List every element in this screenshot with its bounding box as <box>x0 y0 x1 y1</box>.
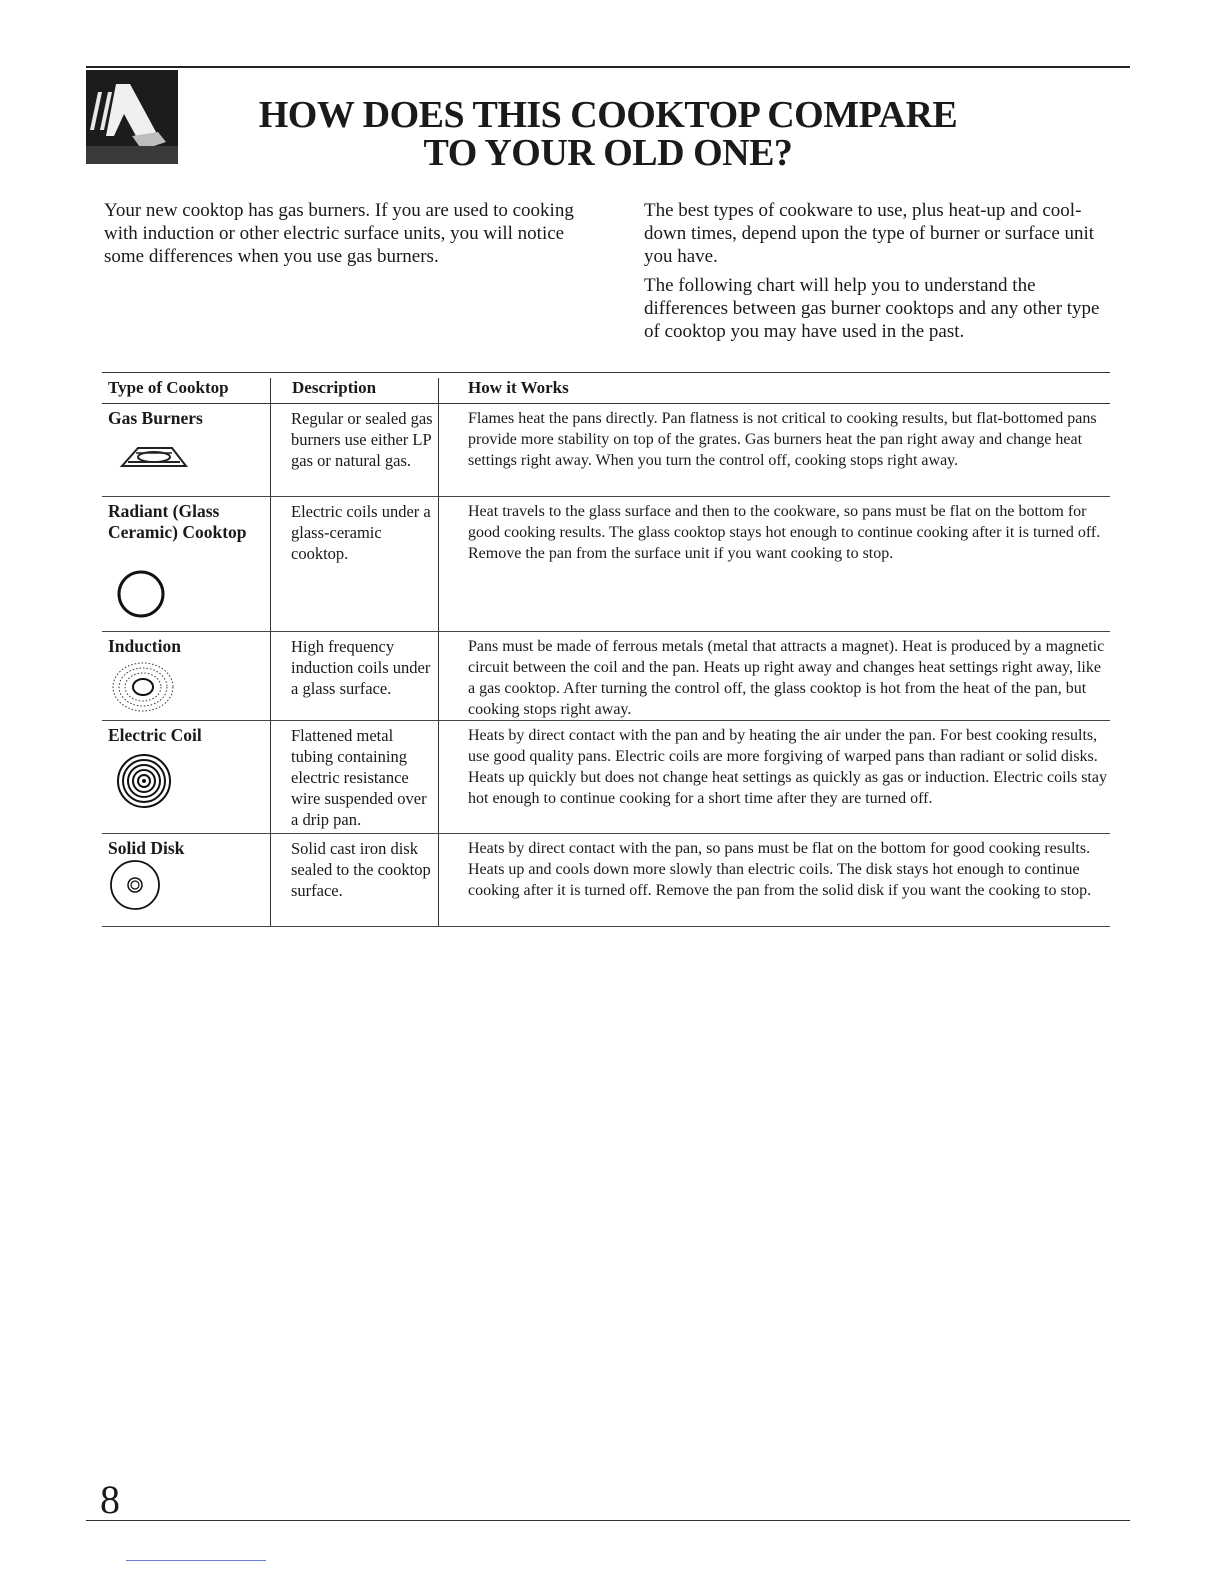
header-type-of-cooktop: Type of Cooktop <box>108 378 229 397</box>
table-header-row <box>102 372 1110 404</box>
bottom-rule <box>86 1520 1130 1521</box>
induction-coil-icon <box>110 660 176 719</box>
row-type: Solid Disk <box>108 838 185 858</box>
title-line-2: TO YOUR OLD ONE? <box>423 132 793 174</box>
table-row <box>102 404 1110 497</box>
row-how-it-works: Heats by direct contact with the pan and by heating the air under the pan. For best cooking results, use good quality pans. Electric coils are more forgiving of warped pans than radiant or solid disks. Heats up quickly but does not change heat settings as quickly as gas or induction. Electric coils stay hot enough to continue cooking for a short time after they are turned off. <box>468 727 1107 807</box>
intro-right-column <box>644 199 1104 349</box>
solid-disk-icon <box>108 858 162 917</box>
cooktop-comparison-table <box>102 372 1110 927</box>
row-how-it-works: Heats by direct contact with the pan, so pans must be flat on the bottom for good cooking results. Heats up and cools down more slowly than electric coils. The disk stays hot enough to continue cooking after it is turned off. Remove the pan from the solid disk if you want the cooking to stop. <box>468 840 1092 899</box>
row-description: Solid cast iron disk sealed to the cooktop surface. <box>291 839 431 900</box>
electric-coil-icon <box>116 753 172 814</box>
row-description: Electric coils under a glass-ceramic cooktop. <box>291 502 431 563</box>
top-rule <box>86 66 1130 68</box>
row-description: Regular or sealed gas burners use either LP gas or natural gas. <box>291 409 433 470</box>
radiant-circle-icon <box>116 569 166 624</box>
row-how-it-works: Heat travels to the glass surface and then to the cookware, so pans must be flat on the bottom for good cooking results. The glass cooktop stays hot enough to continue cooking after it is turned off. Remove the pan from the surface unit if you want cooking to stop. <box>468 503 1101 562</box>
row-description: High frequency induction coils under a glass surface. <box>291 637 431 698</box>
row-how-it-works: Pans must be made of ferrous metals (metal that attracts a magnet). Heat is produced by a magnetic circuit between the coil and the pan. Heats up right away and changes heat settings right away, like a gas cooktop. After turning the control off, the glass cooktop is hot from the heat of the pan, but cooking stops right away. <box>468 638 1105 718</box>
title-line-1: HOW DOES THIS COOKTOP COMPARE <box>258 94 958 136</box>
row-type: Electric Coil <box>108 725 202 745</box>
table-row <box>102 721 1110 834</box>
page-number: 8 <box>100 1477 120 1522</box>
blue-underline <box>126 1560 266 1561</box>
row-type: Induction <box>108 636 181 656</box>
table-row <box>102 834 1110 927</box>
header-description: Description <box>292 378 377 397</box>
table-row <box>102 632 1110 721</box>
intro-left-column <box>104 199 574 274</box>
intro-right-paragraph-1: The best types of cookware to use, plus heat-up and cool-down times, depend upon the type of burner or surface unit you have. <box>644 200 1095 267</box>
row-type: Radiant (Glass Ceramic) Cooktop <box>108 501 247 542</box>
row-type: Gas Burners <box>108 408 203 428</box>
gas-burner-icon <box>118 442 190 477</box>
page-title <box>186 96 1030 172</box>
row-how-it-works: Flames heat the pans directly. Pan flatness is not critical to cooking results, but flat-bottomed pans provide more stability on top of the grates. Gas burners heat the pan right away and change heat settings right away. When you turn the control off, cooking stops right away. <box>468 410 1097 469</box>
intro-left-paragraph: Your new cooktop has gas burners. If you are used to cooking with induction or other electric surface units, you will notice some differences when you use gas burners. <box>104 200 574 267</box>
header-how-it-works: How it Works <box>468 378 569 397</box>
cooktop-logo-icon <box>86 70 178 164</box>
table-row <box>102 497 1110 632</box>
row-description: Flattened metal tubing containing electric resistance wire suspended over a drip pan. <box>291 726 427 829</box>
intro-right-paragraph-2: The following chart will help you to understand the differences between gas burner cooktops and any other type of cooktop you may have used in the past. <box>644 275 1100 342</box>
